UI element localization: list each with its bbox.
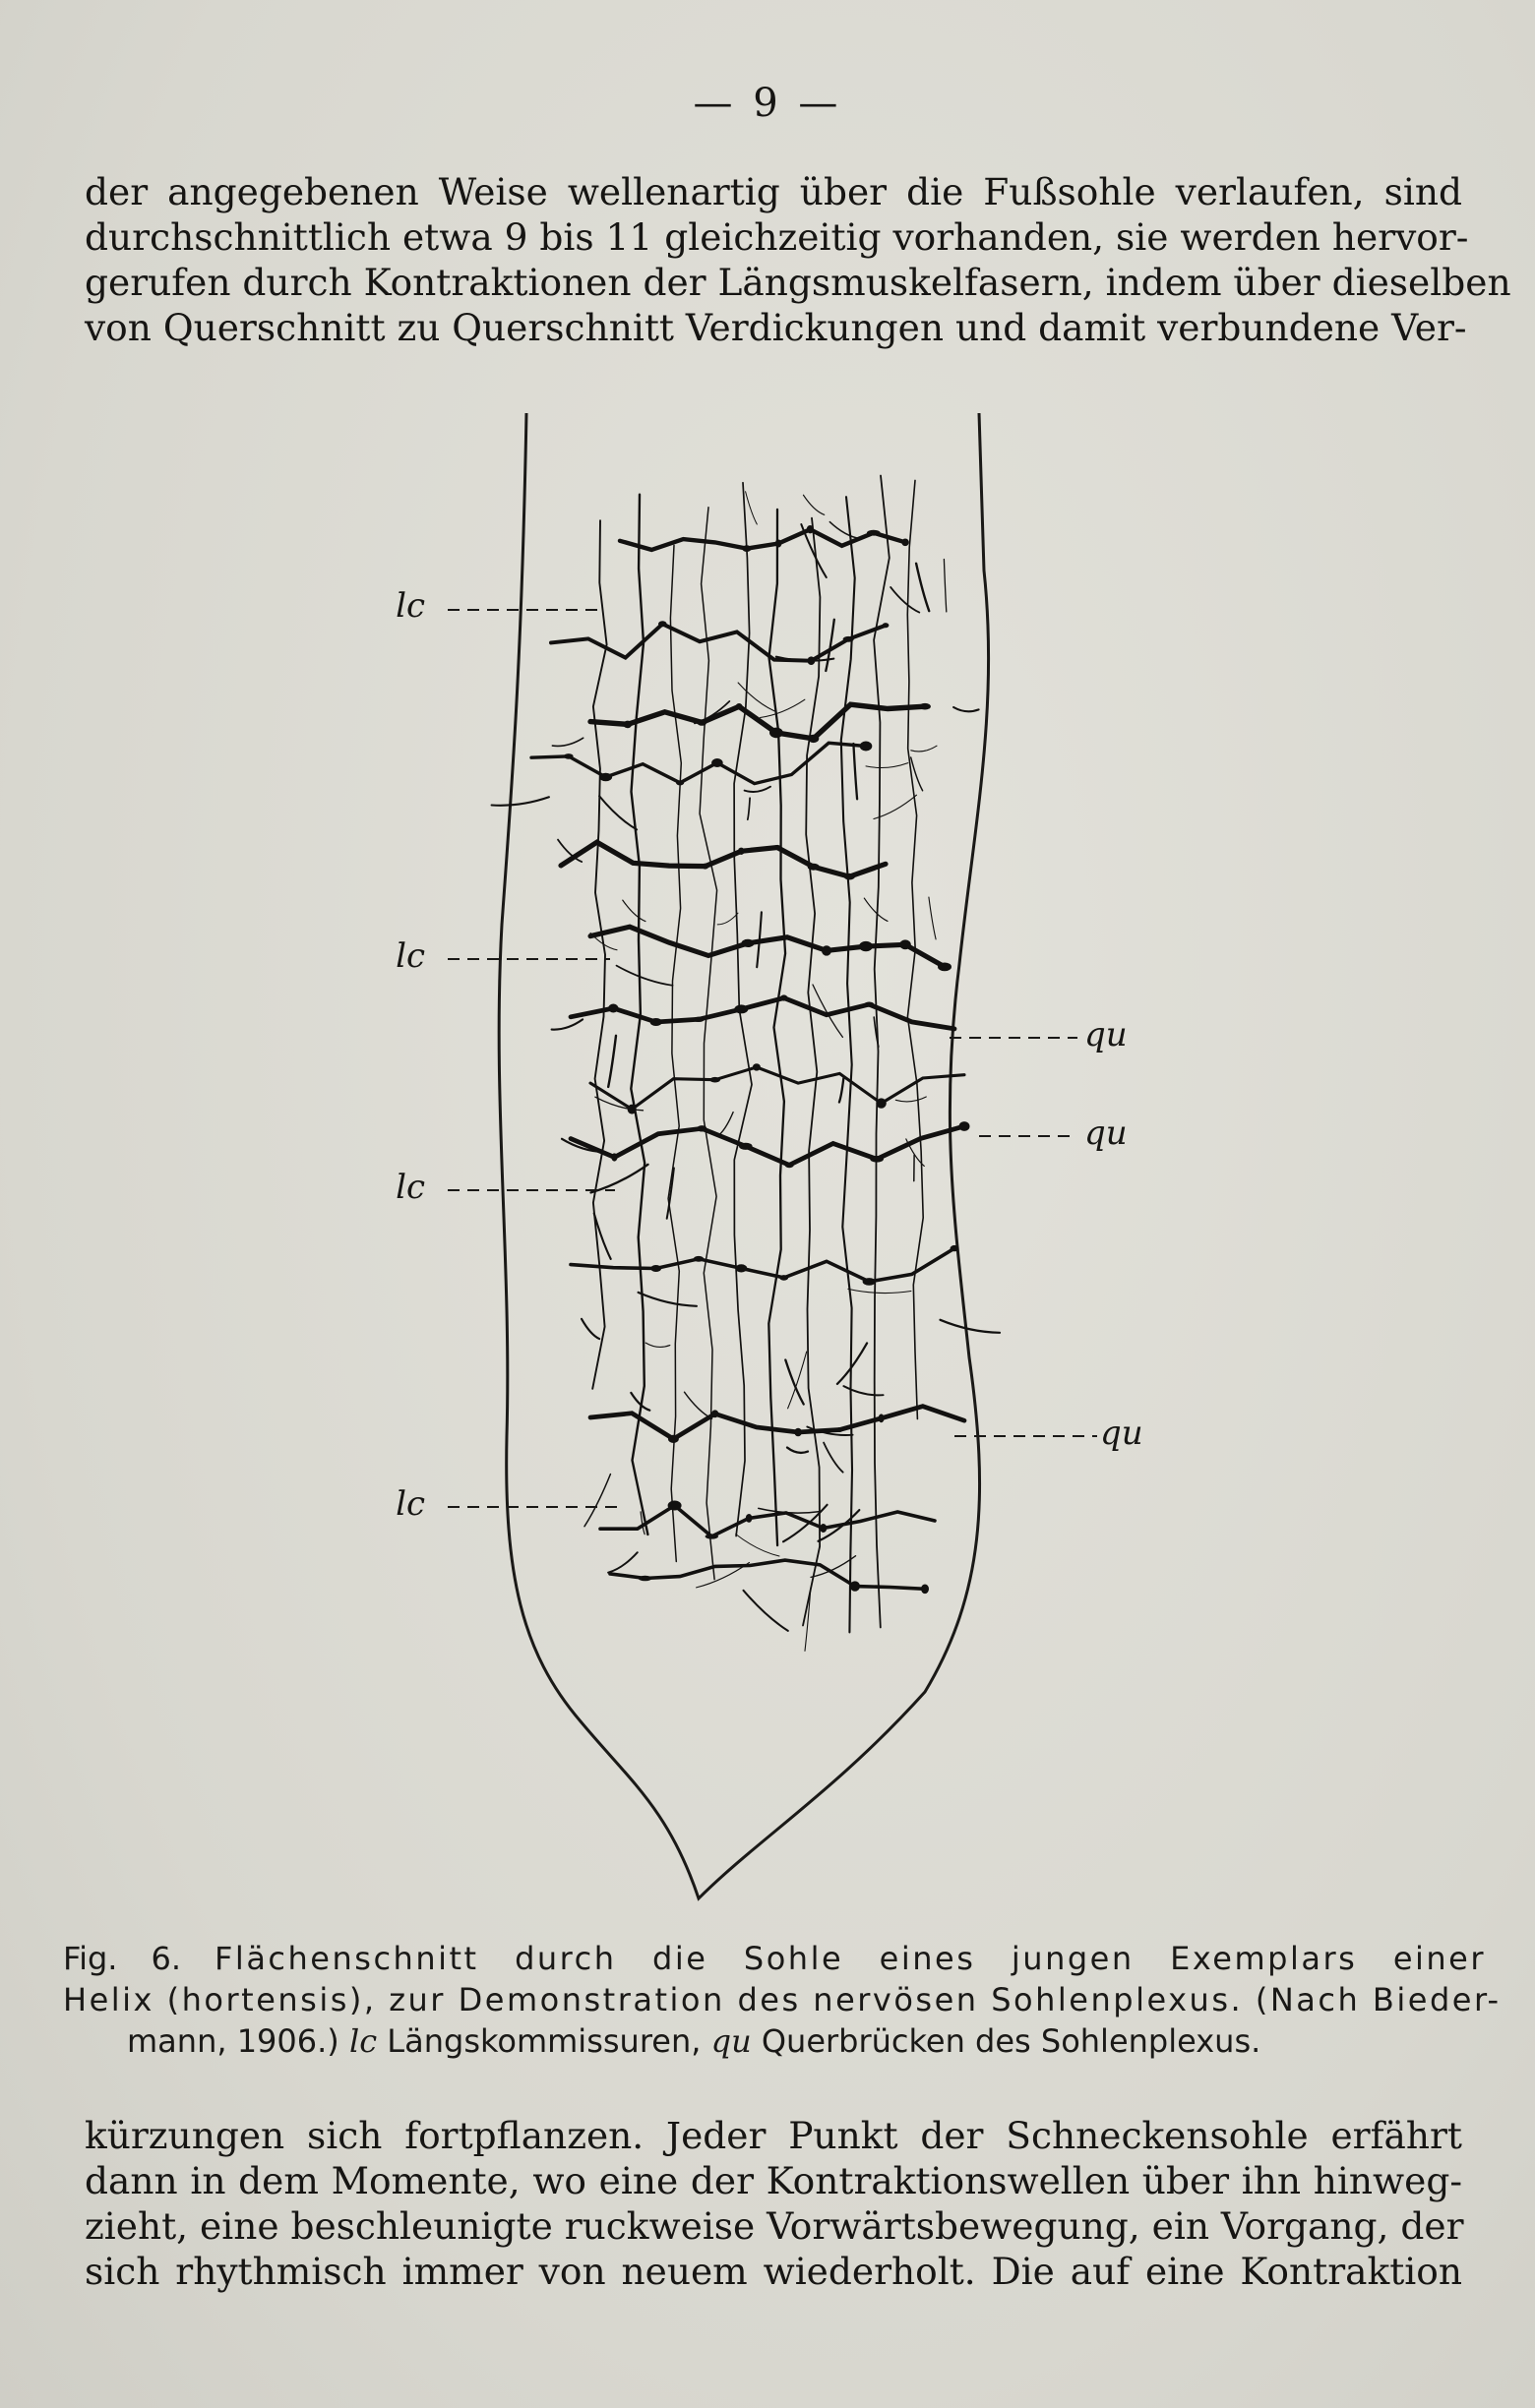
nerve-branch [717, 913, 738, 925]
longitudinal-commissure [841, 497, 855, 1632]
nerve-branch [826, 620, 834, 671]
ganglion-dot [938, 963, 952, 972]
ganglion-dot [706, 1534, 718, 1538]
ganglion-dot [775, 540, 782, 548]
ganglion-dot [807, 525, 814, 533]
ganglion-dot [863, 1278, 876, 1286]
figure-sole-plexus [374, 413, 1143, 1908]
ganglion-dot [738, 848, 745, 855]
body-text-bottom [85, 2113, 1462, 2294]
ganglion-dot [879, 1414, 885, 1422]
nerve-branch [853, 744, 857, 799]
longitudinal-commissure [668, 545, 681, 1561]
nerve-branch [552, 738, 583, 746]
ganglion-dot [611, 1153, 617, 1161]
ganglion-dot [624, 721, 633, 729]
ganglion-dot [867, 530, 881, 536]
nerve-branch [804, 495, 825, 514]
ganglion-dot [698, 719, 707, 726]
ganglion-dot [899, 939, 911, 949]
ganglion-dot [836, 1427, 843, 1432]
caption-line-3c: Querbrücken des Sohlenplexus. [761, 2022, 1261, 2060]
transverse-bridge [531, 743, 866, 783]
ganglion-dot [780, 994, 787, 1000]
longitudinal-commissure [592, 520, 606, 1389]
ganglion-dot [742, 545, 751, 552]
ganglion-dot [820, 1524, 827, 1533]
ganglion-dot [746, 1514, 753, 1523]
nerve-branch [736, 1535, 779, 1556]
text-line: kürzungen sich fortpflanzen. Jeder Punkt der Schneckensohle erfährt [85, 2114, 1462, 2157]
nerve-branch [645, 1343, 670, 1347]
ganglion-dot [739, 1143, 753, 1150]
ganglion-dot [883, 623, 890, 628]
label-lc-1: lc [396, 586, 425, 626]
nerve-branch [552, 1019, 583, 1029]
ganglion-dot [822, 945, 831, 955]
ganglion-dot [864, 1002, 874, 1007]
nerve-branch [744, 1591, 788, 1631]
ganglion-dot [736, 703, 743, 710]
nerve-branch [608, 1552, 638, 1573]
ganglion-dot [599, 773, 612, 782]
text-line: der angegebenen Weise wellenartig über die Fußsohle verlaufen, sind [85, 170, 1462, 213]
text-line: durchschnittlich etwa 9 bis 11 gleichzeitig vorhanden, sie werden hervor- [85, 215, 1469, 259]
nerve-branch [787, 1448, 808, 1453]
transverse-bridge [571, 998, 954, 1029]
nerve-branch [944, 560, 946, 612]
ganglion-dot [650, 1265, 661, 1272]
nerve-branch [843, 1386, 883, 1395]
ganglion-dot [860, 742, 873, 752]
ganglion-dot [901, 539, 909, 547]
ganglion-dot [951, 1245, 959, 1251]
nerve-branch [761, 699, 805, 717]
page-number: — 9 — [693, 81, 842, 126]
nerve-branch [929, 897, 936, 939]
ganglion-dot [709, 1077, 720, 1083]
ganglion-dot [870, 1156, 884, 1163]
ganglion-dot [850, 1581, 860, 1591]
transverse-bridge [590, 704, 925, 739]
ganglion-dot [658, 621, 667, 627]
label-lc-3: lc [396, 1168, 425, 1207]
ganglion-dot [876, 1098, 886, 1108]
ganglion-dot [844, 873, 855, 880]
nerve-branch [941, 1320, 1001, 1333]
nerve-branch [582, 1319, 599, 1339]
nerve-branch [639, 1293, 697, 1306]
text-line: gerufen durch Kontraktionen der Längsmuskelfasern, indem über dieselben [85, 261, 1511, 304]
longitudinal-commissure [803, 518, 820, 1626]
nerve-branch [608, 1036, 616, 1087]
ganglion-dot [772, 845, 781, 850]
text-line: zieht, eine beschleunigte ruckweise Vorwärtsbewegung, ein Vorgang, der [85, 2204, 1464, 2248]
transverse-bridge [590, 927, 945, 967]
ganglion-dot [919, 703, 931, 710]
nerve-branch [623, 900, 645, 922]
text-line: sich rhythmisch immer von neuem wiederholt. Die auf eine Kontraktion [85, 2250, 1462, 2293]
label-qu-1: qu [1084, 1015, 1128, 1054]
ganglion-dot [608, 1004, 618, 1013]
nerve-branch [748, 798, 750, 819]
nerve-branch [848, 1289, 911, 1293]
caption-fig-label: Fig. 6. [63, 1940, 181, 1977]
nerve-branch [895, 1097, 926, 1102]
nerve-branch [685, 1392, 712, 1418]
ganglion-dot [808, 735, 819, 743]
ganglion-dot [779, 1275, 788, 1281]
nerve-branch [866, 763, 908, 768]
text-line: dann in dem Momente, wo eine der Kontraktionswellen über ihn hinweg- [85, 2159, 1462, 2202]
ganglion-dot [650, 1018, 662, 1026]
nerve-branch [916, 564, 929, 611]
nerve-branch [805, 1588, 811, 1651]
nerve-branch [746, 492, 758, 524]
nerve-branch [839, 1078, 843, 1102]
ganglion-dot [785, 1163, 794, 1169]
ganglion-dot [959, 1121, 970, 1131]
caption-line-3a: mann, 1906.) [127, 2022, 339, 2060]
ganglion-dot [676, 780, 684, 785]
nerve-branch [829, 522, 860, 539]
nerve-branch [824, 1443, 843, 1473]
nerve-branch [745, 787, 770, 792]
nerve-branch [788, 1352, 807, 1409]
ganglion-dot [843, 636, 854, 642]
label-qu-2: qu [1084, 1114, 1128, 1153]
transverse-bridge [620, 529, 905, 550]
nerve-branch [864, 898, 888, 921]
ganglion-dot [711, 758, 723, 767]
label-lc-4: lc [396, 1484, 425, 1524]
transverse-bridge [571, 1126, 964, 1165]
transverse-bridge [571, 1248, 954, 1282]
nerve-branch [953, 707, 979, 711]
ganglion-dot [628, 1105, 637, 1114]
ganglion-dot [735, 1264, 747, 1272]
transverse-bridge [551, 624, 886, 660]
ganglion-dot [711, 1410, 718, 1417]
ganglion-dot [693, 1017, 705, 1022]
nerve-branch [911, 746, 937, 752]
label-lc-2: lc [396, 936, 425, 976]
sole-plexus-drawing [374, 413, 1143, 1908]
caption-lc: lc [348, 2022, 378, 2060]
nerve-branch [759, 1508, 821, 1513]
transverse-bridge [590, 1407, 964, 1439]
ganglion-dot [753, 1063, 761, 1070]
caption-line-3b: Längskommissuren, [387, 2022, 702, 2060]
ganglion-dot [564, 753, 574, 759]
longitudinal-commissure [874, 476, 890, 1628]
nerve-branch [617, 966, 673, 986]
nerve-plexus [492, 476, 1000, 1652]
ganglion-dot [702, 864, 708, 870]
ganglion-dot [808, 656, 816, 665]
figure-caption [63, 1938, 1502, 2062]
ganglion-dot [859, 941, 873, 951]
body-text-top [85, 169, 1511, 350]
ganglion-dot [668, 1435, 679, 1443]
nerve-branch [718, 1113, 733, 1136]
text-line: von Querschnitt zu Querschnitt Verdickungen und damit verbundene Ver- [85, 306, 1467, 349]
transverse-bridge [590, 1067, 964, 1110]
ganglion-dot [697, 1125, 706, 1131]
ganglion-dot [639, 1576, 652, 1582]
caption-qu: qu [710, 2022, 752, 2060]
label-qu-3: qu [1100, 1414, 1143, 1453]
caption-line-1: Flächenschnitt durch die Sohle eines jungen Exemplars einer [215, 1940, 1487, 1977]
nerve-branch [785, 1360, 803, 1405]
ganglion-dot [694, 1256, 705, 1262]
nerve-branch [890, 587, 919, 613]
caption-line-2: Helix (hortensis), zur Demonstration des nervösen Sohlenplexus. (Nach Bieder- [63, 1981, 1502, 2018]
transverse-bridge [561, 842, 886, 876]
nerve-branch [492, 797, 549, 806]
ganglion-dot [668, 1501, 682, 1511]
ganglion-dot [769, 728, 783, 739]
nerve-branch [584, 1475, 610, 1527]
ganglion-dot [921, 1585, 929, 1595]
longitudinal-commissure [768, 510, 785, 1545]
ganglion-dot [794, 1428, 802, 1437]
ganglion-dot [741, 939, 754, 947]
ganglion-dot [734, 1004, 748, 1013]
ganglion-dot [808, 864, 820, 871]
